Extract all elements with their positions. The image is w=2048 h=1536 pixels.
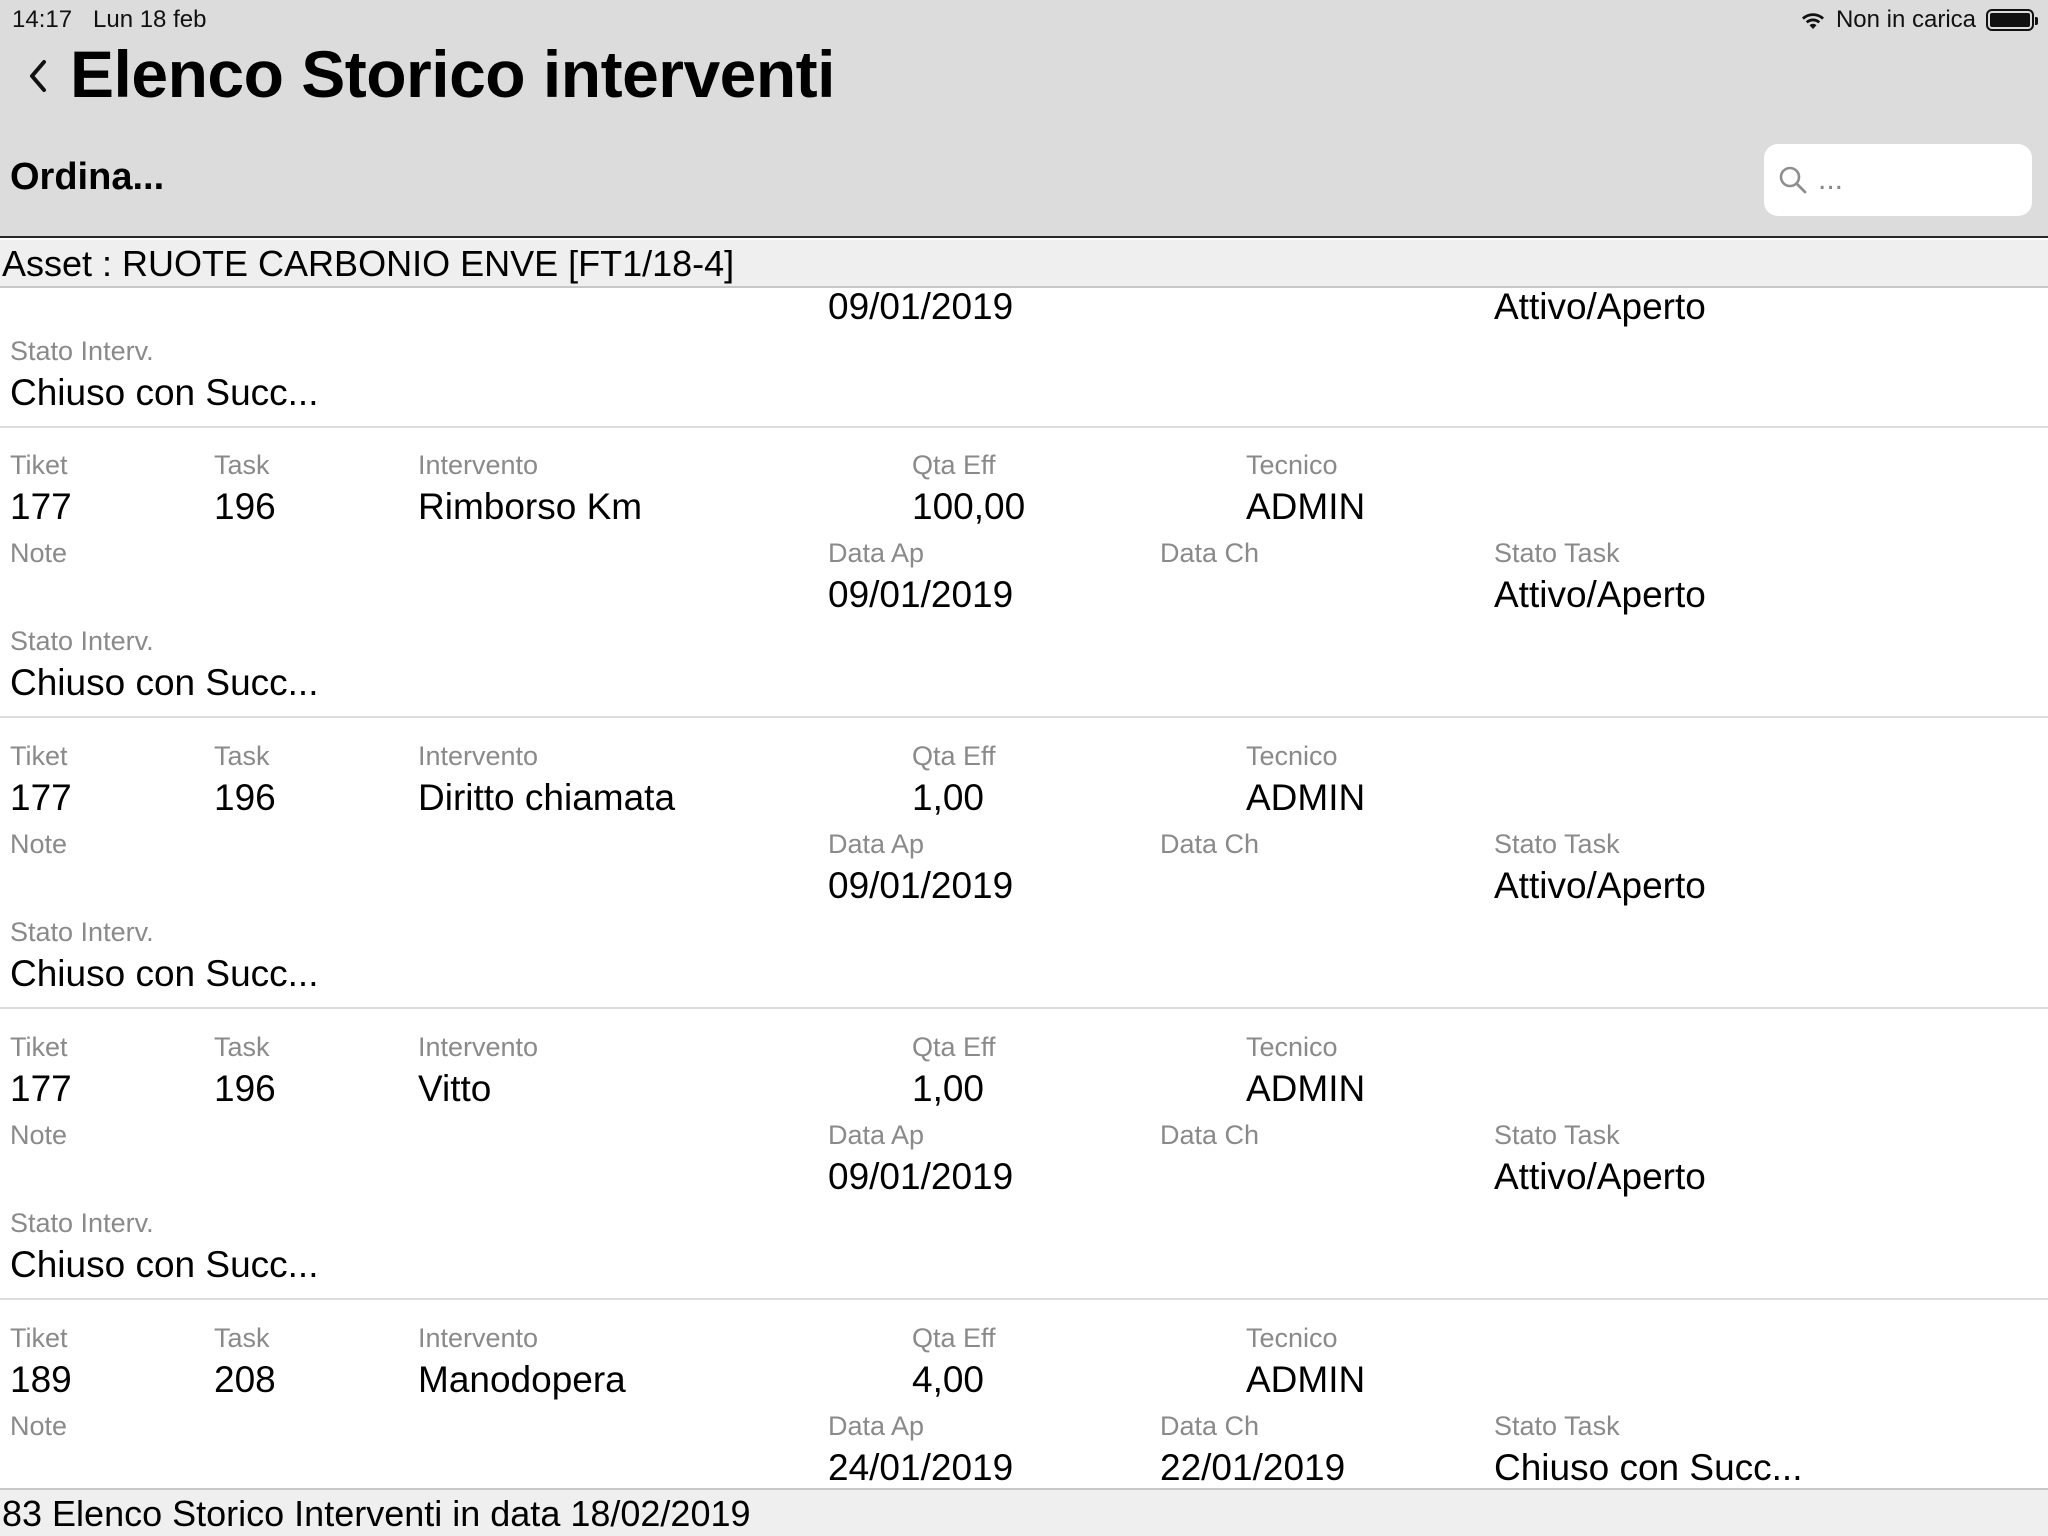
stato-task-value: Attivo/Aperto: [1494, 574, 1706, 615]
status-right: [1800, 6, 2034, 34]
tecnico-value: ADMIN: [1246, 1068, 1366, 1109]
tiket-label: Tiket: [10, 450, 68, 480]
stato-interv-value: Chiuso con Succ...: [10, 1244, 319, 1285]
note-label: Note: [10, 1411, 68, 1441]
task-value: 196: [214, 1068, 276, 1109]
data-ap-label: Data Ap: [828, 829, 925, 859]
qta-eff-value: 100,00: [912, 486, 1026, 527]
status-date: Lun 18 feb: [93, 6, 207, 33]
task-label: Task: [214, 450, 270, 480]
tecnico-label: Tecnico: [1246, 450, 1338, 480]
intervento-value: Manodopera: [418, 1359, 626, 1400]
qta-eff-value: 4,00: [912, 1359, 985, 1400]
intervention-list[interactable]: [0, 290, 2048, 1488]
stato-task-value: Attivo/Aperto: [1494, 1156, 1706, 1197]
search-icon: [1778, 165, 1808, 195]
task-value: 196: [214, 486, 276, 527]
task-label: Task: [214, 1032, 270, 1062]
task-label: Task: [214, 1323, 270, 1353]
stato-task-label: Stato Task: [1494, 1411, 1620, 1441]
intervento-label: Intervento: [418, 1323, 539, 1353]
row-divider: [0, 716, 2048, 718]
tiket-label: Tiket: [10, 741, 68, 771]
qta-eff-label: Qta Eff: [912, 1323, 996, 1353]
data-ap-value: 09/01/2019: [828, 290, 1014, 327]
tiket-value: 177: [10, 777, 72, 818]
tiket-value: 189: [10, 1359, 72, 1400]
chevron-left-icon: [27, 58, 49, 94]
task-value: 208: [214, 1359, 276, 1400]
tiket-value: 177: [10, 486, 72, 527]
data-ap-label: Data Ap: [828, 1411, 925, 1441]
asset-section-header: Asset : RUOTE CARBONIO ENVE [FT1/18-4]: [0, 240, 2048, 288]
qta-eff-value: 1,00: [912, 777, 985, 818]
battery-icon: [1986, 9, 2034, 31]
stato-interv-value: Chiuso con Succ...: [10, 953, 319, 994]
task-value: 196: [214, 777, 276, 818]
search-box[interactable]: [1764, 144, 2032, 216]
stato-task-label: Stato Task: [1494, 1120, 1620, 1150]
row-divider: [0, 1007, 2048, 1009]
data-ap-label: Data Ap: [828, 538, 925, 568]
data-ap-value: 09/01/2019: [828, 1156, 1014, 1197]
tecnico-label: Tecnico: [1246, 1323, 1338, 1353]
data-ch-label: Data Ch: [1160, 829, 1260, 859]
tiket-label: Tiket: [10, 1323, 68, 1353]
intervento-value: Diritto chiamata: [418, 777, 676, 818]
note-label: Note: [10, 538, 68, 568]
data-ap-label: Data Ap: [828, 1120, 925, 1150]
tecnico-value: ADMIN: [1246, 1359, 1366, 1400]
tiket-label: Tiket: [10, 1032, 68, 1062]
intervento-value: Vitto: [418, 1068, 492, 1109]
tiket-value: 177: [10, 1068, 72, 1109]
data-ap-value: 09/01/2019: [828, 865, 1014, 906]
stato-task-value: Attivo/Aperto: [1494, 290, 1706, 327]
data-ch-label: Data Ch: [1160, 1120, 1260, 1150]
row-divider: [0, 426, 2048, 428]
note-label: Note: [10, 1120, 68, 1150]
intervento-value: Rimborso Km: [418, 486, 643, 527]
stato-interv-label: Stato Interv.: [10, 626, 154, 656]
stato-interv-label: Stato Interv.: [10, 336, 154, 366]
status-time: 14:17: [12, 6, 73, 33]
tecnico-value: ADMIN: [1246, 486, 1366, 527]
stato-interv-label: Stato Interv.: [10, 1208, 154, 1238]
qta-eff-value: 1,00: [912, 1068, 985, 1109]
tecnico-label: Tecnico: [1246, 1032, 1338, 1062]
data-ch-label: Data Ch: [1160, 1411, 1260, 1441]
intervento-label: Intervento: [418, 1032, 539, 1062]
task-label: Task: [214, 741, 270, 771]
tecnico-label: Tecnico: [1246, 741, 1338, 771]
stato-task-label: Stato Task: [1494, 538, 1620, 568]
stato-interv-label: Stato Interv.: [10, 917, 154, 947]
qta-eff-label: Qta Eff: [912, 1032, 996, 1062]
stato-task-label: Stato Task: [1494, 829, 1620, 859]
data-ap-value: 24/01/2019: [828, 1447, 1014, 1488]
navigation-header: [0, 0, 2048, 238]
status-bar: [0, 0, 2048, 40]
charging-status: Non in carica: [1835, 6, 1976, 33]
stato-interv-value: Chiuso con Succ...: [10, 372, 319, 413]
data-ch-value: 22/01/2019: [1160, 1447, 1346, 1488]
stato-task-value: Chiuso con Succ...: [1494, 1447, 1803, 1488]
intervento-label: Intervento: [418, 741, 539, 771]
wifi-icon: [1800, 10, 1826, 30]
row-divider: [0, 1298, 2048, 1300]
stato-interv-value: Chiuso con Succ...: [10, 662, 319, 703]
note-label: Note: [10, 829, 68, 859]
back-button[interactable]: [18, 50, 58, 102]
qta-eff-label: Qta Eff: [912, 450, 996, 480]
sort-button[interactable]: Ordina...: [10, 156, 165, 198]
data-ap-value: 09/01/2019: [828, 574, 1014, 615]
page-title: Elenco Storico interventi: [70, 37, 835, 111]
search-input[interactable]: [1818, 163, 2018, 197]
intervento-label: Intervento: [418, 450, 539, 480]
stato-task-value: Attivo/Aperto: [1494, 865, 1706, 906]
data-ch-label: Data Ch: [1160, 538, 1260, 568]
qta-eff-label: Qta Eff: [912, 741, 996, 771]
footer-record-count: 83 Elenco Storico Interventi in data 18/02/2019: [0, 1488, 2048, 1536]
tecnico-value: ADMIN: [1246, 777, 1366, 818]
